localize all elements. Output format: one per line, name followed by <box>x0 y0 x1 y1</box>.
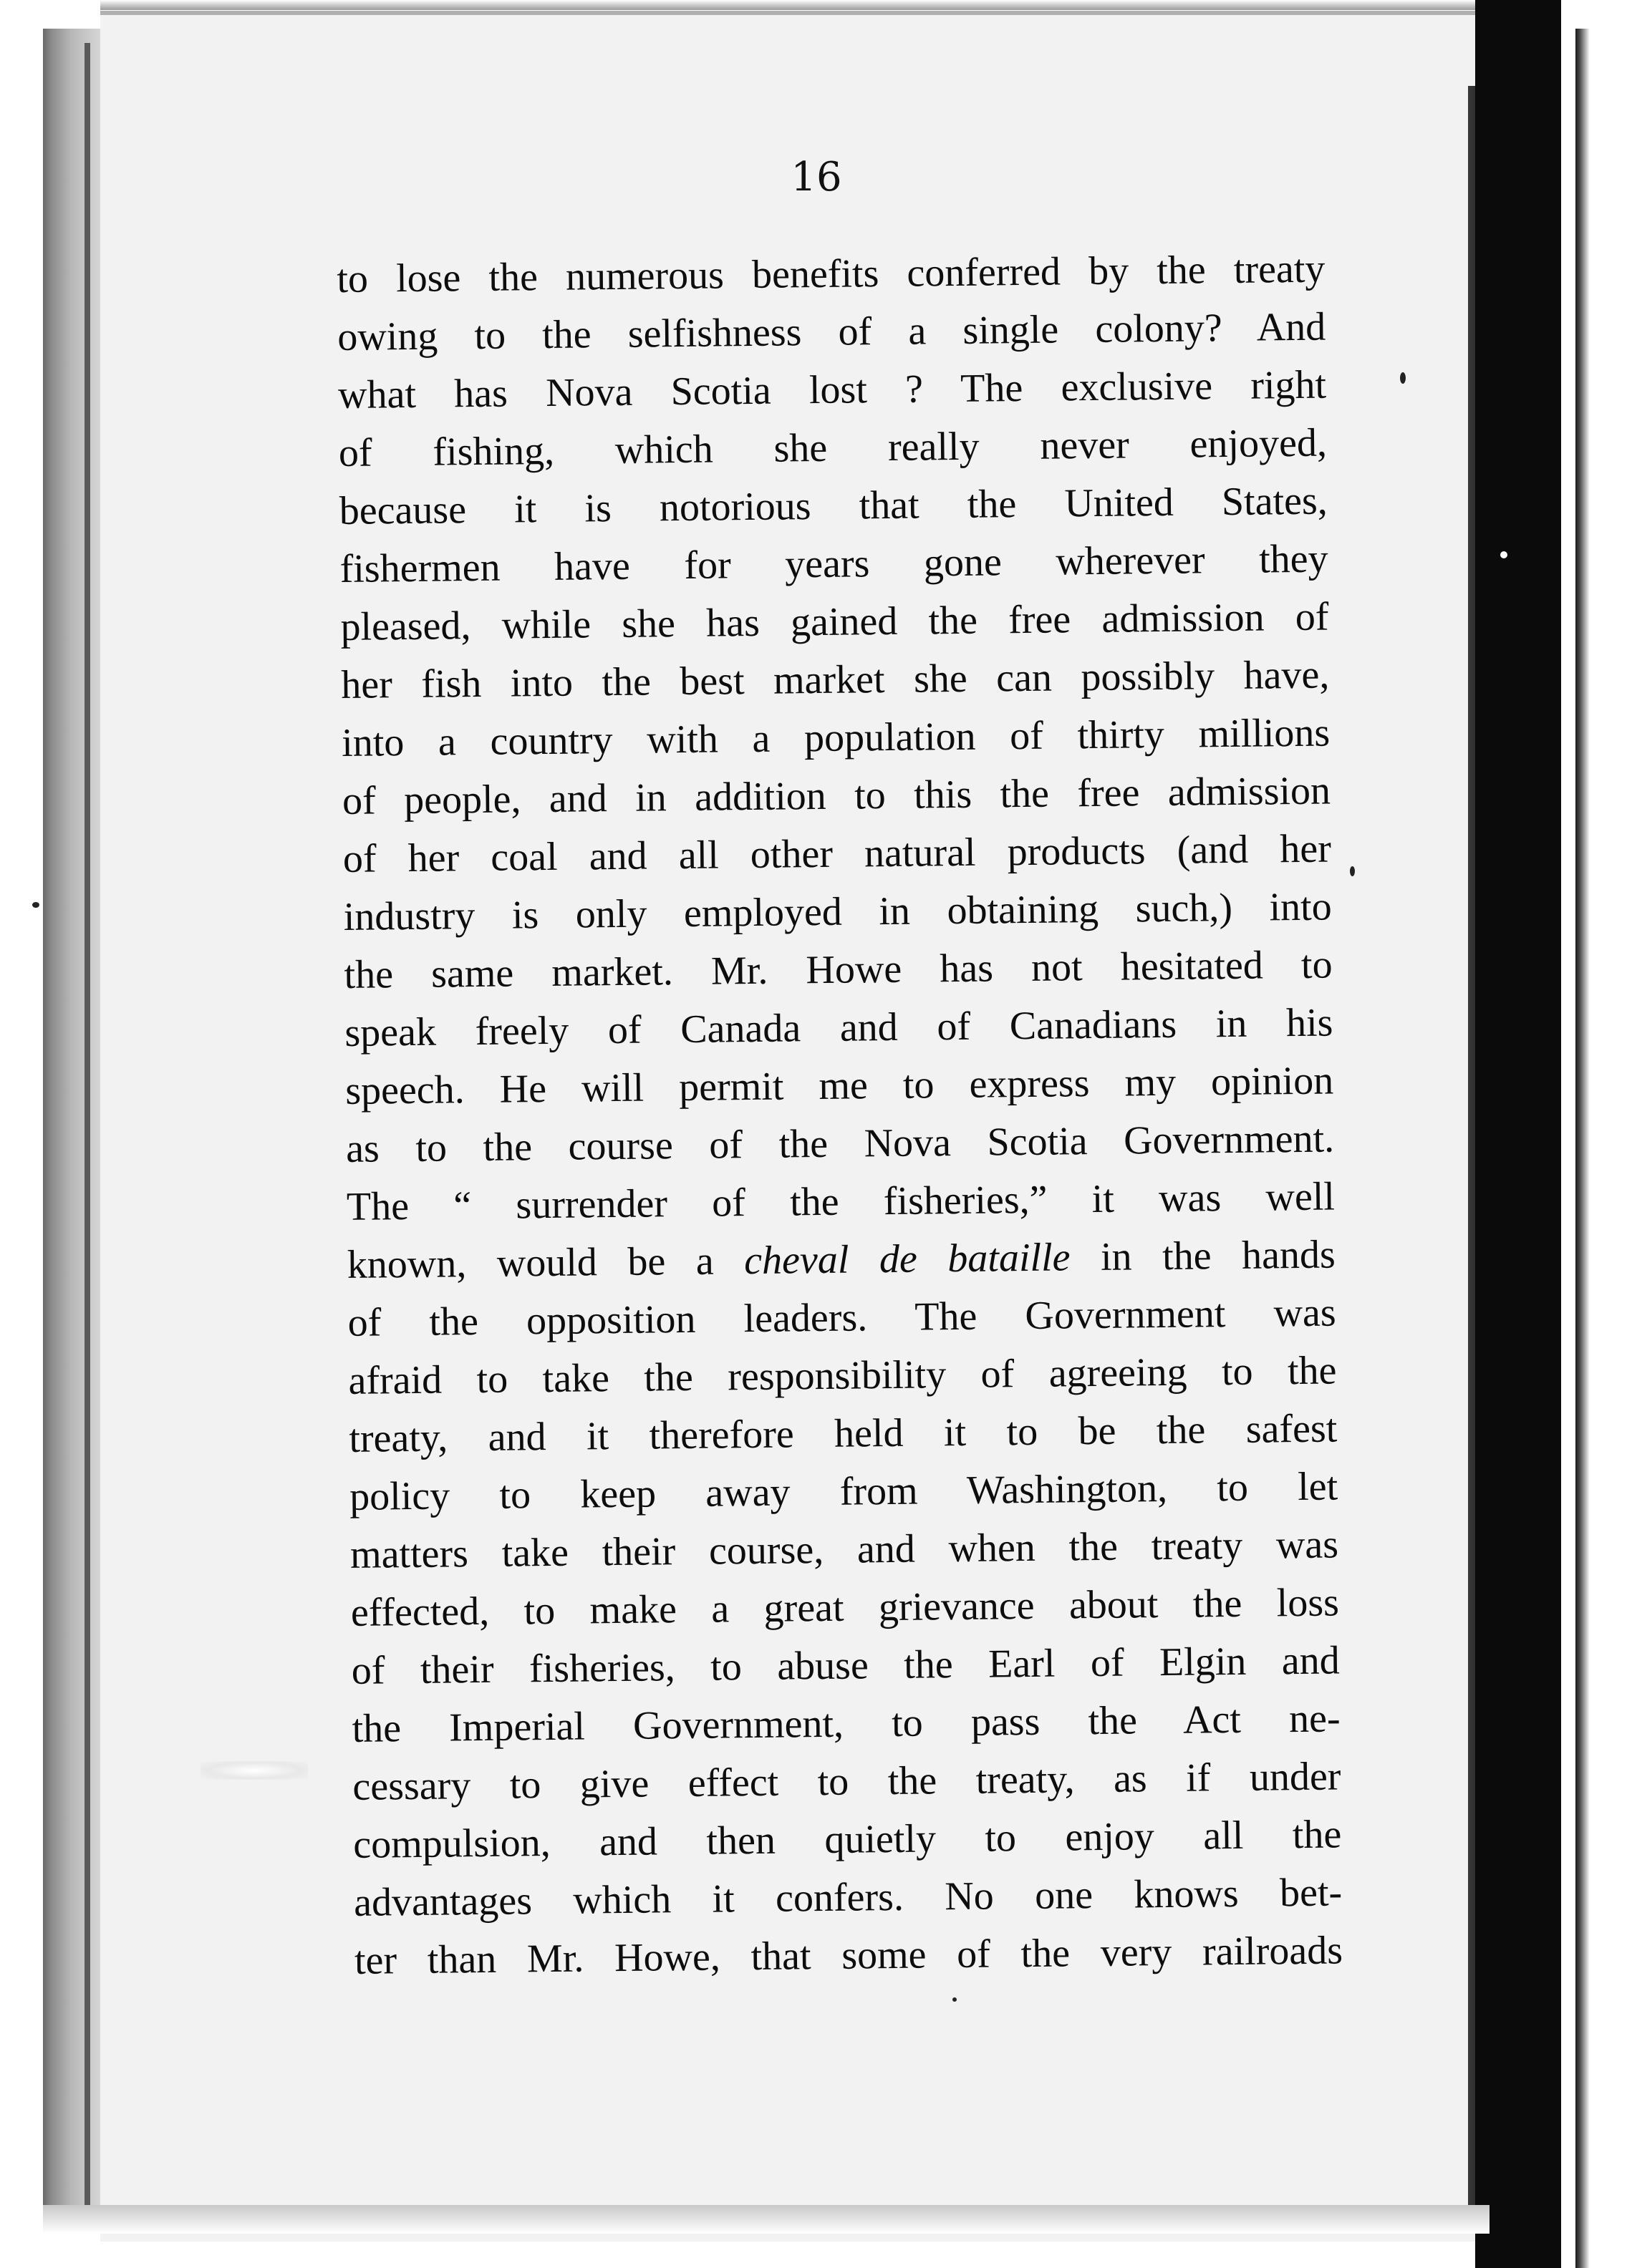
scan-speck <box>32 902 39 908</box>
text-line: treaty, and it therefore held it to be the safest <box>349 1406 1338 1461</box>
text-line: ter than Mr. Howe, that some of the very railroads <box>354 1928 1343 1983</box>
text-fragment: known, would be a <box>347 1239 745 1287</box>
text-line: of fishing, which she really never enjoyed, <box>338 420 1328 475</box>
text-line: as to the course of the Nova Scotia Government. <box>345 1116 1335 1171</box>
body-text <box>337 241 1343 1990</box>
scan-speck <box>1500 551 1507 558</box>
page-top-edge <box>100 0 1497 10</box>
text-line: into a country with a population of thirty millions <box>341 710 1331 765</box>
text-line-with-italic <box>347 1226 1336 1294</box>
text-line: of their fisheries, to abuse the Earl of Elgin and <box>351 1638 1341 1693</box>
page-number: 16 <box>791 154 842 200</box>
text-line: because it is notorious that the United States, <box>339 478 1328 533</box>
text-line: afraid to take the responsibility of agreeing to the <box>348 1348 1337 1403</box>
text-line: compulsion, and then quietly to enjoy all the <box>352 1812 1342 1867</box>
text-line: what has Nova Scotia lost ? The exclusive right <box>337 362 1327 417</box>
scan-speck <box>952 1997 957 2002</box>
scan-speck <box>1400 372 1406 384</box>
text-line: owing to the selfishness of a single colony? And <box>337 304 1326 359</box>
page-bottom-edge <box>43 2205 1490 2234</box>
text-line: of her coal and all other natural products (and her <box>342 826 1332 881</box>
text-fragment: in the hands <box>1070 1232 1336 1280</box>
text-line: policy to keep away from Washington, to let <box>349 1464 1338 1519</box>
left-page-edge <box>43 29 100 2212</box>
scan-smudge <box>201 1761 308 1780</box>
text-line: the same market. Mr. Howe has not hesitated to <box>344 942 1333 997</box>
text-line: speak freely of Canada and of Canadians in his <box>344 1000 1333 1055</box>
text-line: cessary to give effect to the treaty, as if under <box>352 1754 1341 1809</box>
text-line: of people, and in addition to this the free admission <box>342 768 1331 823</box>
text-line: industry is only employed in obtaining such,) into <box>343 884 1332 939</box>
text-line: advantages which it confers. No one knows bet- <box>353 1870 1343 1925</box>
text-line: speech. He will permit me to express my opinion <box>344 1058 1334 1113</box>
text-line: The “ surrender of the fisheries,” it was well <box>346 1174 1336 1229</box>
text-line: fishermen have for years gone wherever they <box>339 536 1328 591</box>
left-page-edge-shadow <box>85 43 90 2205</box>
text-line: effected, to make a great grievance about the loss <box>350 1580 1340 1635</box>
text-line: matters take their course, and when the treaty was <box>349 1522 1339 1577</box>
book-binding-gutter <box>1475 0 1561 2268</box>
text-line: her fish into the best market she can possibly have, <box>341 652 1330 707</box>
text-line: pleased, while she has gained the free admission of <box>340 594 1329 649</box>
text-line: of the opposition leaders. The Government was <box>347 1290 1336 1345</box>
facing-page-shadow <box>1575 29 1627 2268</box>
italic-phrase: cheval de bataille <box>743 1235 1071 1284</box>
scan-speck <box>1350 866 1355 876</box>
text-line: to lose the numerous benefits conferred by the treaty <box>337 246 1326 301</box>
text-line: the Imperial Government, to pass the Act ne- <box>352 1696 1341 1751</box>
